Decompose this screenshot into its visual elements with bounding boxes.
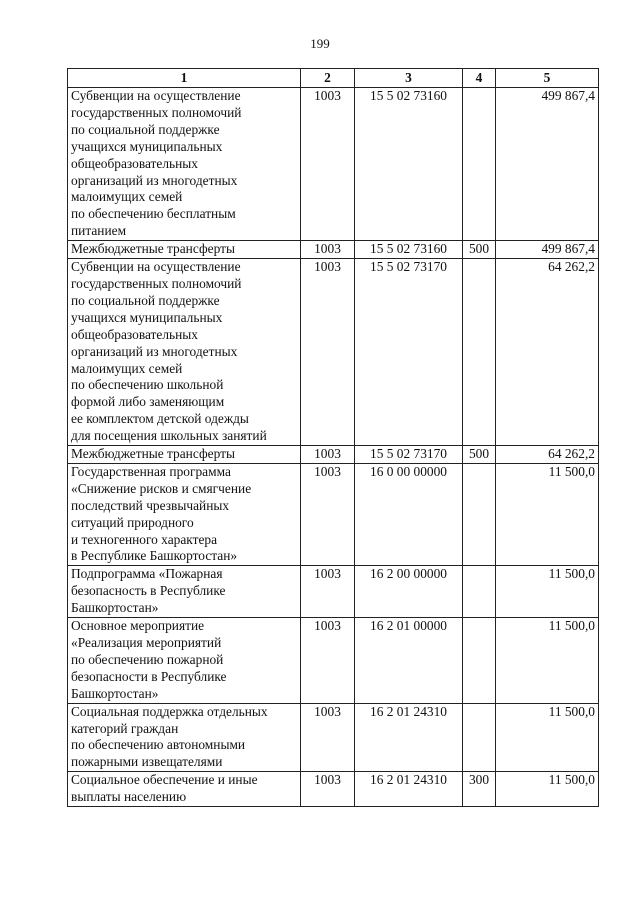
row-target-article: 15 5 02 73170 xyxy=(355,259,463,446)
row-amount: 64 262,2 xyxy=(496,446,599,464)
row-amount: 11 500,0 xyxy=(496,463,599,565)
row-amount: 64 262,2 xyxy=(496,259,599,446)
row-name: Подпрограмма «Пожарная безопасность в Республике Башкортостан» xyxy=(68,566,301,618)
table-header-row xyxy=(68,69,599,88)
row-section: 1003 xyxy=(301,241,355,259)
row-name: Субвенции на осуществление государственных полномочий по социальной поддержке учащихся муниципальных общеобразовательных организаций из многодетных малоимущих семей по обеспечению бесплатным питанием xyxy=(68,88,301,241)
row-section: 1003 xyxy=(301,566,355,618)
page-number: 199 xyxy=(310,36,330,51)
row-target-article: 15 5 02 73160 xyxy=(355,88,463,241)
header-col-2: 2 xyxy=(301,69,355,88)
header-col-3: 3 xyxy=(355,69,463,88)
row-target-article: 15 5 02 73160 xyxy=(355,241,463,259)
row-name: Межбюджетные трансферты xyxy=(68,241,301,259)
row-section: 1003 xyxy=(301,703,355,772)
row-amount: 499 867,4 xyxy=(496,241,599,259)
row-target-article: 16 2 00 00000 xyxy=(355,566,463,618)
row-amount: 11 500,0 xyxy=(496,703,599,772)
row-expense-type xyxy=(463,463,496,565)
row-expense-type xyxy=(463,566,496,618)
table-row xyxy=(68,241,599,259)
table-row xyxy=(68,88,599,241)
row-target-article: 16 2 01 24310 xyxy=(355,703,463,772)
table-row xyxy=(68,772,599,807)
row-amount: 11 500,0 xyxy=(496,566,599,618)
row-expense-type xyxy=(463,703,496,772)
row-target-article: 16 2 01 00000 xyxy=(355,618,463,704)
table-row xyxy=(68,566,599,618)
row-amount: 11 500,0 xyxy=(496,772,599,807)
row-section: 1003 xyxy=(301,446,355,464)
row-expense-type xyxy=(463,618,496,704)
row-section: 1003 xyxy=(301,618,355,704)
row-section: 1003 xyxy=(301,259,355,446)
header-col-4: 4 xyxy=(463,69,496,88)
header-col-5: 5 xyxy=(496,69,599,88)
row-target-article: 16 0 00 00000 xyxy=(355,463,463,565)
row-name: Субвенции на осуществление государственных полномочий по социальной поддержке учащихся муниципальных общеобразовательных организаций из многодетных малоимущих семей по обеспечению школьной формой либо заменяющим ее комплектом детской одежды для посещения школьных занятий xyxy=(68,259,301,446)
row-expense-type: 500 xyxy=(463,446,496,464)
row-name: Социальная поддержка отдельных категорий граждан по обеспечению автономными пожарными извещателями xyxy=(68,703,301,772)
row-name: Социальное обеспечение и иные выплаты населению xyxy=(68,772,301,807)
row-name: Государственная программа «Снижение рисков и смягчение последствий чрезвычайных ситуаций природного и техногенного характера в Республике Башкортостан» xyxy=(68,463,301,565)
row-section: 1003 xyxy=(301,772,355,807)
row-expense-type: 300 xyxy=(463,772,496,807)
table-row xyxy=(68,703,599,772)
table-row xyxy=(68,618,599,704)
row-amount: 499 867,4 xyxy=(496,88,599,241)
table-row xyxy=(68,463,599,565)
table-row xyxy=(68,259,599,446)
row-section: 1003 xyxy=(301,463,355,565)
row-expense-type: 500 xyxy=(463,241,496,259)
row-expense-type xyxy=(463,88,496,241)
row-expense-type xyxy=(463,259,496,446)
budget-table xyxy=(67,68,599,807)
row-amount: 11 500,0 xyxy=(496,618,599,704)
row-section: 1003 xyxy=(301,88,355,241)
row-target-article: 15 5 02 73170 xyxy=(355,446,463,464)
table-row xyxy=(68,446,599,464)
header-col-1: 1 xyxy=(68,69,301,88)
row-name: Основное мероприятие «Реализация мероприятий по обеспечению пожарной безопасности в Республике Башкортостан» xyxy=(68,618,301,704)
row-target-article: 16 2 01 24310 xyxy=(355,772,463,807)
row-name: Межбюджетные трансферты xyxy=(68,446,301,464)
